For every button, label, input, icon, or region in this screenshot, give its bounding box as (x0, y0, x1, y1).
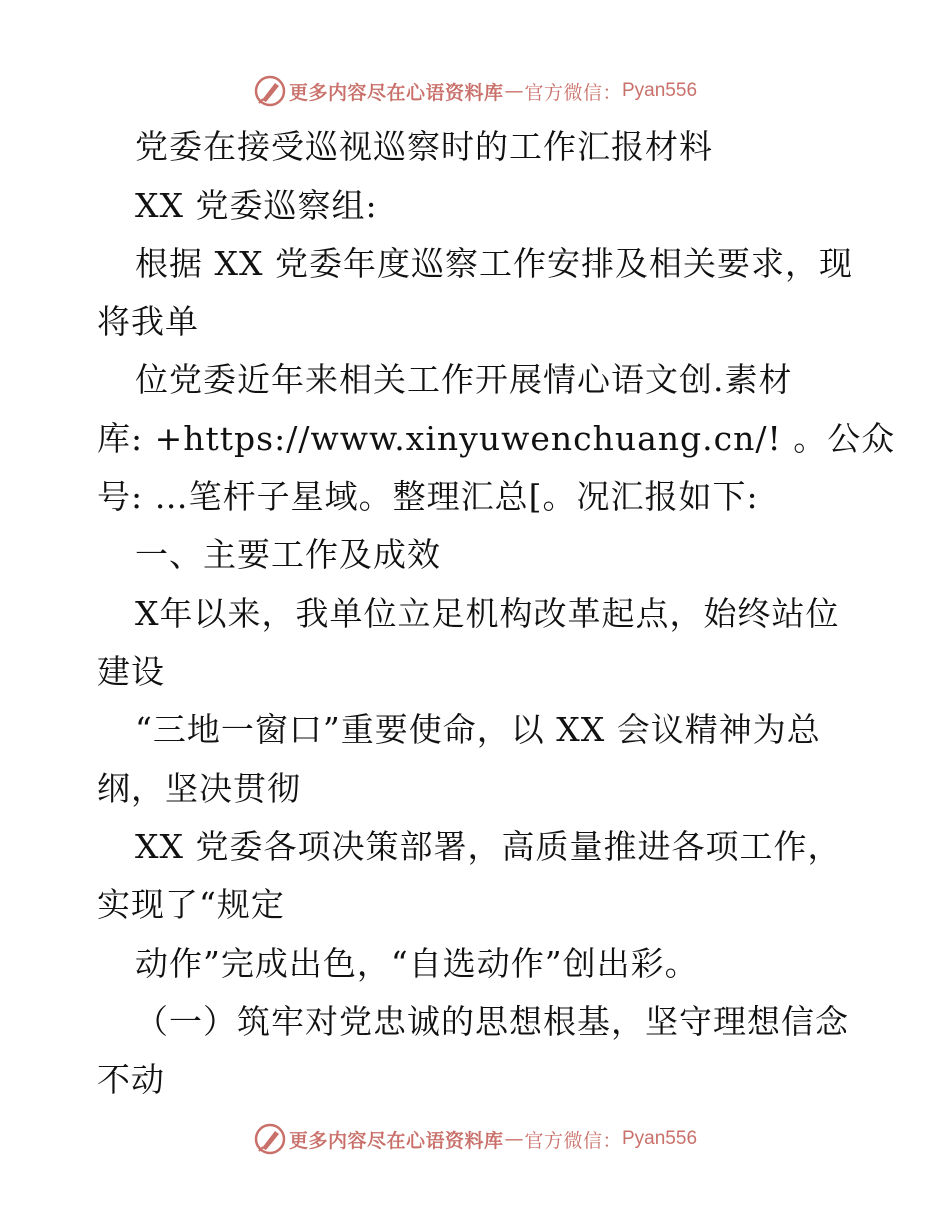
paragraph-line: XX 党委各项决策部署，高质量推进各项工作， (135, 827, 842, 866)
paragraph-line: 动作”完成出色，“自选动作”创出彩。 (135, 944, 699, 983)
watermark-separator: — (504, 1128, 524, 1150)
paragraph-line: 建设 (97, 652, 165, 691)
paragraph-line: 位党委近年来相关工作开展情心语文创.素材 (135, 360, 793, 399)
subsection-heading: （一）筑牢对党忠诚的思想根基，坚守理想信念 (135, 1002, 849, 1041)
document-title: 党委在接受巡视巡察时的工作汇报材料 (135, 127, 713, 166)
section-heading: 一、主要工作及成效 (135, 535, 441, 574)
paragraph-line: 根据 XX 党委年度巡察工作安排及相关要求，现 (135, 244, 853, 283)
paragraph-line: X年以来，我单位立足机构改革起点，始终站位 (135, 594, 840, 633)
paragraph-line: 将我单 (97, 302, 199, 341)
watermark-site-text: 更多内容尽在心语资料库 (288, 81, 504, 104)
recipient-line: XX 党委巡察组: (135, 186, 378, 225)
paragraph-line: 库: +https://www.xinyuwenchuang.cn/! 。公众 (97, 419, 896, 458)
watermark-separator: — (504, 80, 524, 102)
paragraph-line: 实现了“规定 (97, 885, 285, 924)
paragraph-line: “三地一窗口”重要使命，以 XX 会议精神为总 (135, 710, 821, 749)
watermark-wechat-id: Pyan556 (622, 80, 698, 101)
paragraph-line: 不动 (97, 1060, 165, 1099)
paragraph-line: 号: …笔杆子星域。整理汇总[。况汇报如下: (97, 477, 759, 516)
watermark-site-text: 更多内容尽在心语资料库 (288, 1129, 504, 1152)
quill-pen-logo-icon (253, 1122, 287, 1156)
watermark-wechat-label: 官方微信： (524, 1129, 622, 1152)
watermark-wechat-id: Pyan556 (622, 1128, 698, 1149)
header-watermark (0, 66, 950, 116)
watermark-wechat-label: 官方微信： (524, 81, 622, 104)
quill-pen-logo-icon (253, 74, 287, 108)
paragraph-line: 纲，坚决贯彻 (97, 769, 301, 808)
footer-watermark (0, 1114, 950, 1164)
